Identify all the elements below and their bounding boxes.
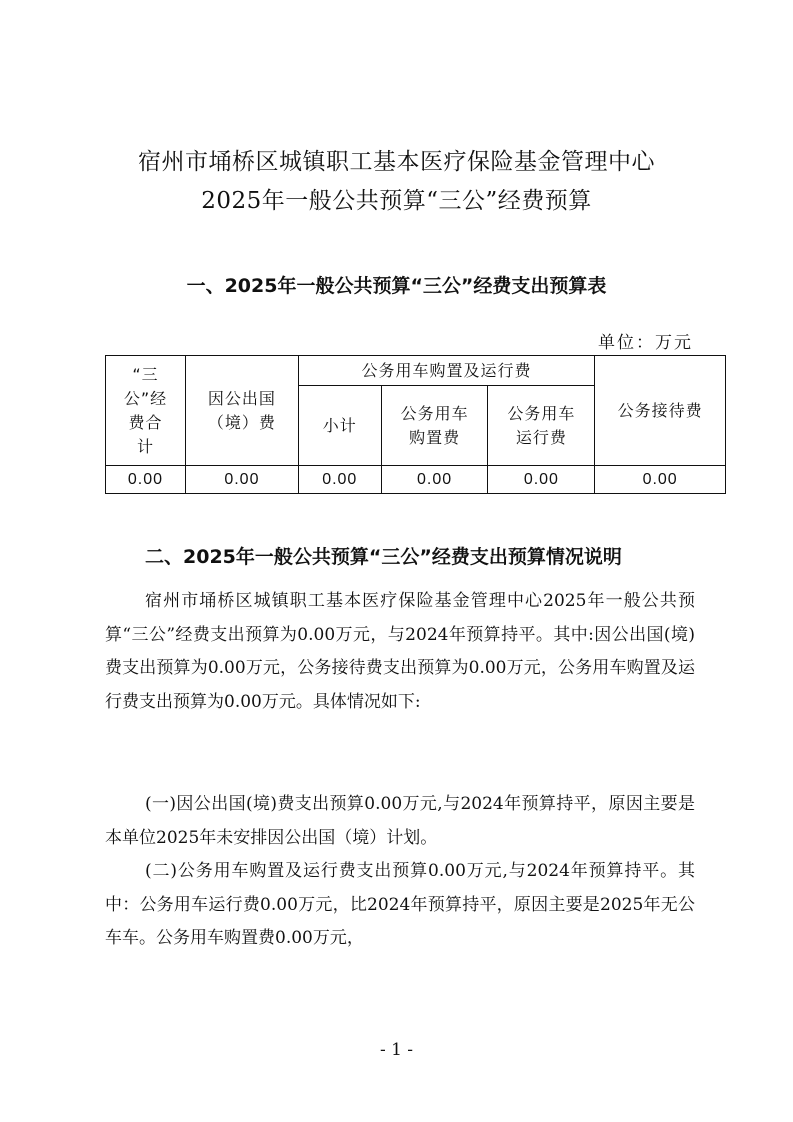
header-vehicle-purchase: 公务用车购置费 bbox=[381, 386, 488, 466]
paragraph-vehicle: (二)公务用车购置及运行费支出预算0.00万元,与2024年预算持平。其中：公务用车运行费0.00万元，比2024年预算持平，原因主要是2025年无公车车。公务用车购置费0.00万元， bbox=[105, 861, 695, 948]
section1-heading: 一、2025年一般公共预算“三公”经费支出预算表 bbox=[186, 275, 607, 297]
header-subtotal: 小计 bbox=[298, 386, 381, 466]
value-vehicle-operation: 0.00 bbox=[488, 466, 595, 494]
value-total: 0.00 bbox=[106, 466, 186, 494]
table-row bbox=[106, 466, 726, 494]
header-abroad: 因公出国（境）费 bbox=[185, 356, 298, 466]
value-vehicle-purchase: 0.00 bbox=[381, 466, 488, 494]
header-vehicle-operation: 公务用车运行费 bbox=[488, 386, 595, 466]
header-total: “三公”经费合计 bbox=[106, 356, 186, 466]
paragraph-abroad: (一)因公出国(境)费支出预算0.00万元,与2024年预算持平，原因主要是本单位2025年未安排因公出国（境）计划。 bbox=[105, 794, 695, 848]
header-vehicle-group: 公务用车购置及运行费 bbox=[298, 356, 594, 386]
page-number: - 1 - bbox=[379, 1040, 414, 1060]
section2-heading: 二、2025年一般公共预算“三公”经费支出预算情况说明 bbox=[145, 546, 622, 568]
value-abroad: 0.00 bbox=[185, 466, 298, 494]
value-subtotal: 0.00 bbox=[298, 466, 381, 494]
budget-table bbox=[105, 355, 726, 494]
document-title-line1: 宿州市埇桥区城镇职工基本医疗保险基金管理中心 bbox=[138, 149, 655, 175]
value-reception: 0.00 bbox=[595, 466, 726, 494]
unit-label: 单位：万元 bbox=[598, 333, 693, 353]
document-title-line2: 2025年一般公共预算“三公”经费预算 bbox=[201, 188, 592, 214]
header-reception: 公务接待费 bbox=[595, 356, 726, 466]
paragraph-summary: 宿州市埇桥区城镇职工基本医疗保险基金管理中心2025年一般公共预算“三公”经费支出预算为0.00万元，与2024年预算持平。其中:因公出国(境)费支出预算为0.00万元，公务接待费支出预算为0.00万元，公务用车购置及运行费支出预算为0.00万元。具体情况如下: bbox=[105, 591, 695, 712]
